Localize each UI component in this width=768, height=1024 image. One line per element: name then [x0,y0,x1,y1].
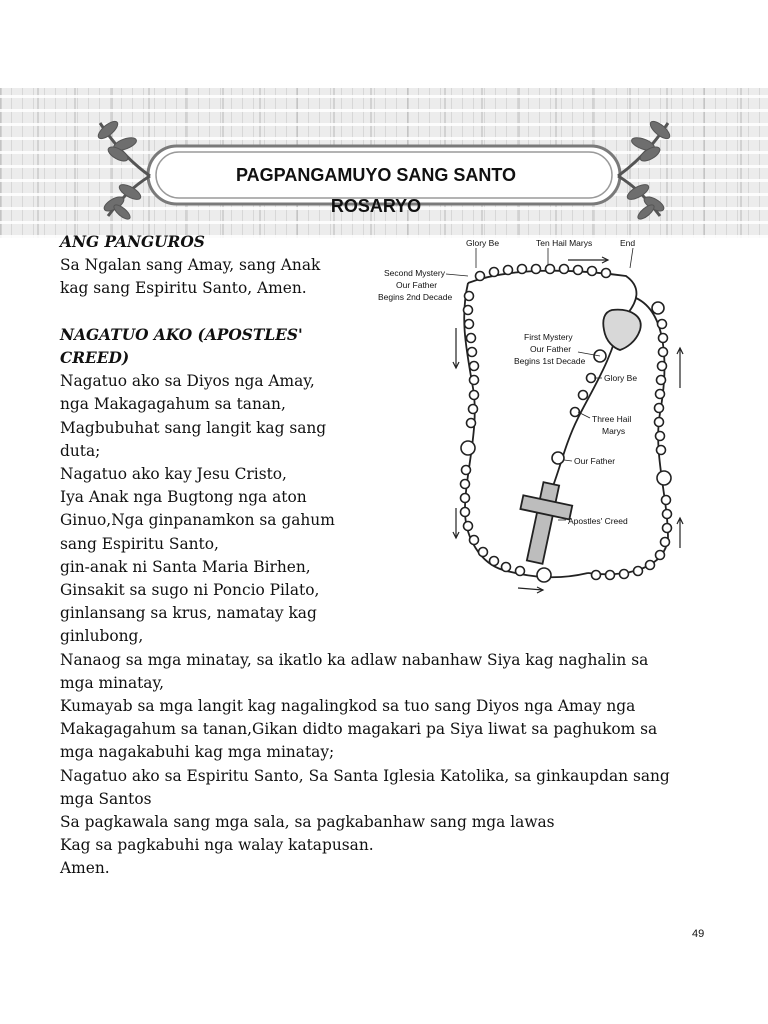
section-heading: NAGATUO AKO (APOSTLES' [60,325,303,344]
text-line: Nagatuo ako sa Diyos nga Amay, [60,372,315,391]
blank-line [60,301,720,324]
label-our-father: Our Father [574,456,616,466]
text-line: Sa pagkawala sang mga sala, sa pagkabanhaw sang mga lawas [60,813,555,832]
text-line: Kumayab sa mga langit kag nagalingkod sa tuo sang Diyos nga Amay nga [60,697,636,716]
title-line-2: ROSARYO [330,196,422,216]
text-line: Ginsakit sa sugo ni Poncio Pilato, [60,581,320,600]
label-marys: Marys [602,426,626,436]
text-line: ginlubong, [60,627,144,646]
title-line-1: PAGPANGAMUYO SANG SANTO [235,165,517,185]
section-heading: CREED) [60,349,130,367]
text-line: Nagatuo ako kay Jesu Cristo, [60,465,287,484]
label-second-mystery: Second Mystery [384,268,445,278]
text-line: gin-anak ni Santa Maria Birhen, [60,557,311,576]
text-line: sang Espiritu Santo, [60,534,219,553]
label-our-father-mid: Our Father [530,344,572,354]
text-line: mga minatay, [60,673,165,692]
label-three-hail: Three Hail [592,414,632,424]
text-line: kag sang Espiritu Santo, Amen. [60,279,307,298]
page-number: 49 [692,928,705,940]
text-line: mga nagakabuhi kag mga minatay; [60,743,335,762]
text-line: Sa Ngalan sang Amay, sang Anak [60,256,321,275]
label-begins-2nd-decade: Begins 2nd Decade [378,292,453,302]
label-apostles-creed: Apostles' Creed [568,516,628,526]
text-line: Nanaog sa mga minatay, sa ikatlo ka adlaw nabanhaw Siya kag naghalin sa [60,650,649,669]
text-line: nga Makagagahum sa tanan, [60,395,286,414]
text-line: Makagagahum sa tanan,Gikan didto magakari pa Siya liwat sa paghukom sa [60,720,658,739]
section-heading: ANG PANGUROS [60,233,205,251]
label-begins-1st-decade: Begins 1st Decade [514,356,586,366]
prayer-text [60,231,720,881]
text-line: Iya Anak nga Bugtong nga aton [60,488,307,507]
text-line: Amen. [60,859,110,878]
label-glory-be: Glory Be [604,373,638,383]
label-end: End [620,238,636,248]
text-line: mga Santos [60,789,152,808]
page-title [150,160,602,222]
label-first-mystery: First Mystery [524,332,573,342]
text-line: Magbubuhat sang langit kag sang [60,418,327,437]
text-line: Kag sa pagkabuhi nga walay katapusan. [60,836,374,855]
label-ten-hail-marys: Ten Hail Marys [536,238,593,248]
text-line: duta; [60,441,101,460]
text-line: Nagatuo ako sa Espiritu Santo, Sa Santa Iglesia Katolika, sa ginkaupdan sang [60,766,670,785]
text-line: Ginuo,Nga ginpanamkon sa gahum [60,511,335,530]
label-glory-be-top: Glory Be [466,238,500,248]
text-line: ginlansang sa krus, namatay kag [60,604,317,623]
label-our-father-top: Our Father [396,280,438,290]
